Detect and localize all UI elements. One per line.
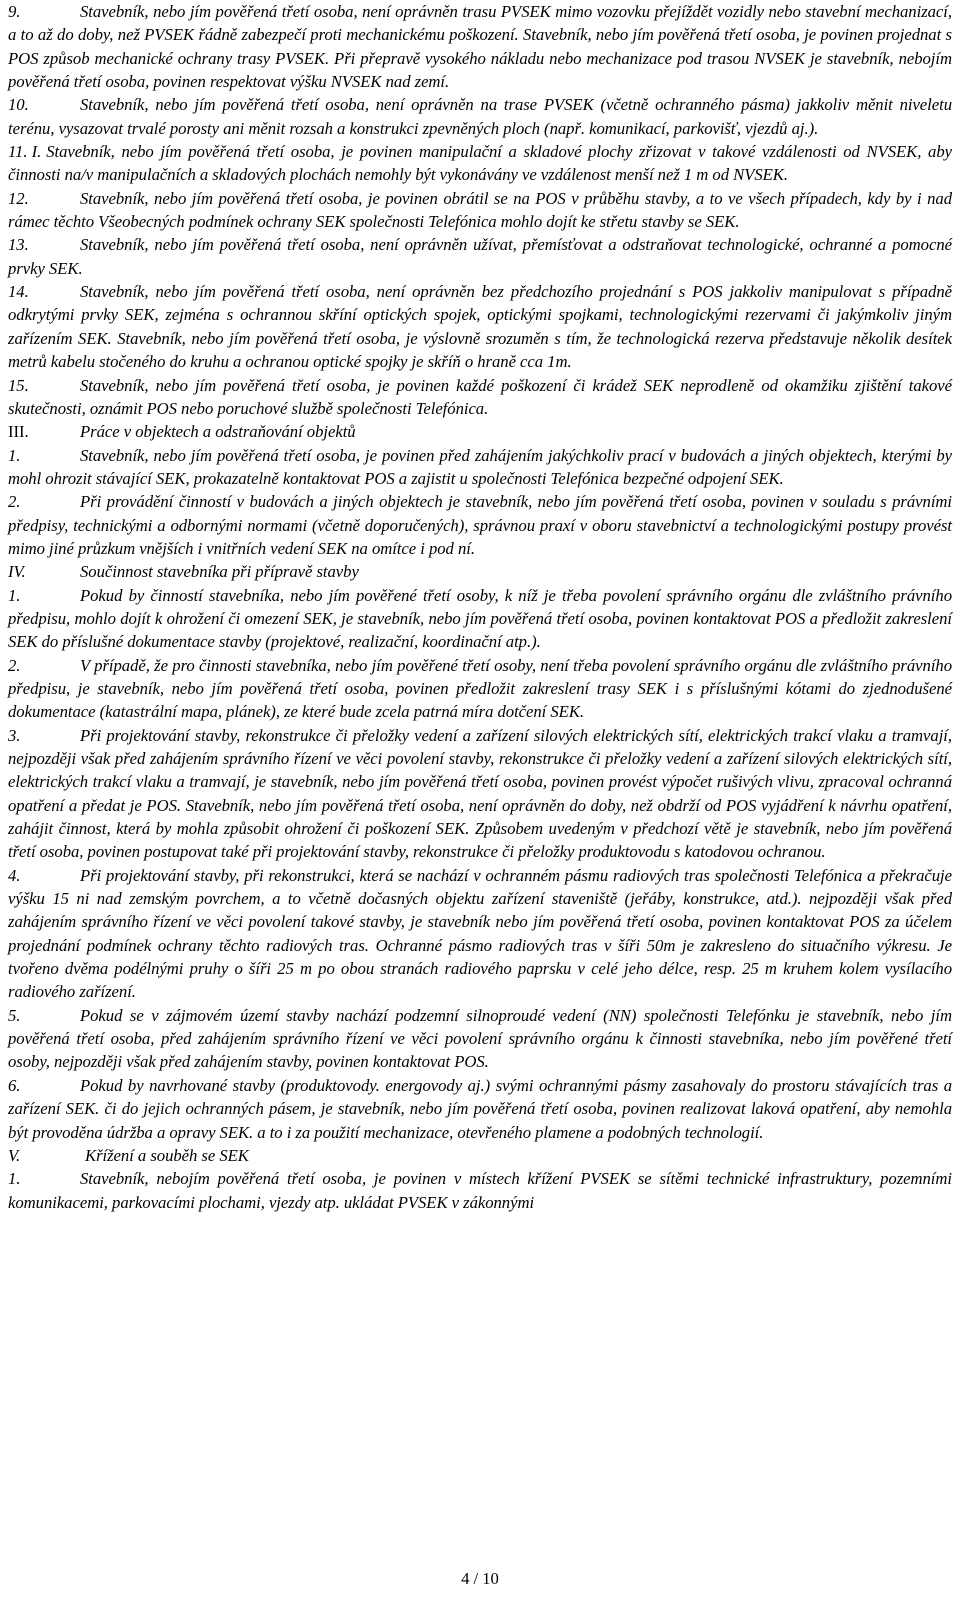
section-heading-v [8, 1144, 952, 1167]
section-heading-iii [8, 420, 952, 443]
paragraph-12 [8, 187, 952, 234]
section-number: III. [8, 422, 29, 442]
paragraph-text: Stavebník, nebo jím pověřená třetí osoba, je povinen před zahájením jakýchkoliv prací v budovách a jiných objektech, kterými by mohl ohrozit stávající SEK, prokazatelně kontaktovat POS a zajistit u společnosti Telefónica bezpečné odpojení SEK. [8, 445, 952, 488]
paragraph-number: 2. [8, 655, 21, 675]
paragraph-text: Stavebník, nebo jím pověřená třetí osoba, není oprávněn bez předchozího projednání s POS jakkoliv manipulovat s případně odkrytými prvky SEK, zejména s ochrannou skříní optických spojek, optickými spojkami, technologickými rezervami či jakýmkoliv jiným zařízením SEK. Stavebník, nebo jím pověřená třetí osoba, je výslovně srozuměn s tím, že technologická rezerva představuje několik desítek metrů kabelu stočeného do kruhu a ochranou optické spojky je skříň o hraně cca 1m. [8, 282, 952, 372]
paragraph-15 [8, 374, 952, 421]
section-title: Křížení a souběh se SEK [85, 1145, 249, 1165]
paragraph-iv-6 [8, 1074, 952, 1144]
paragraph-text: Při projektování stavby, při rekonstrukci, která se nachází v ochranném pásmu radiových tras společnosti Telefónica a překračuje výšku 15 ni nad zemským povrchem, a to včetně dočasných objektu zařízení staveniště (jeřáby, konstrukce, atd.). nejpozději však před zahájením správního řízení ve věci povolení takové stavby, je stavebník nebo jím pověřená třetí osoba, povinen kontaktovat POS za účelem projednání podmínek ochrany těchto radiových tras. Ochranné pásmo radiových tras v šíři 50m je zakresleno do situačního výkresu. Je tvořeno dvěma podélnými pruhy o šíři 25 m po obou stranách radiového paprsku v celé jeho délce, resp. 25 m kruhem kolem vysílacího radiového zařízení. [8, 865, 952, 1002]
paragraph-11 [8, 140, 952, 187]
paragraph-iv-3 [8, 724, 952, 864]
paragraph-number: 3. [8, 725, 21, 745]
paragraph-text: Pokud by činností stavebníka, nebo jím pověřené třetí osoby, k níž je třeba povolení správního orgánu dle zvláštního právního předpisu, mohlo dojít k ohrožení či omezení SEK, je stavebník, nebo jím pověřená třetí osoba, povinen kontaktovat POS a předložit zakreslení SEK do příslušné dokumentace stavby (projektové, realizační, koordinační atp.). [8, 585, 952, 652]
paragraph-number: 15. [8, 375, 29, 395]
paragraph-iv-4 [8, 864, 952, 1004]
paragraph-9 [8, 0, 952, 93]
paragraph-text: Při projektování stavby, rekonstrukce či přeložky vedení a zařízení silových elektrických sítí, elektrických trakcí vlaku a tramvají, nejpozději však před zahájením správního řízení ve věci povolení stavby, rekonstrukce či přeložky vedení a zařízení silových elektrických sítí, elektrických trakcí vlaku a tramvají, je stavebník, nebo jím pověřená třetí osoba, povinen provést výpočet rušivých vlivu, zpracoval ochranná opatření a předat je POS. Stavebník, nebo jím pověřená třetí osoba, není oprávněn do doby, než obdrží od POS vyjádření k návrhu opatření, zahájit činnost, která by mohla způsobit ohrožení či poškození SEK. Způsobem uvedeným v předchozí větě je stavebník, nebo jím pověřená třetí osoba, povinen postupovat také při projektování stavby, rekonstrukce či přeložky produktovodu s katodovou ochranou. [8, 725, 952, 862]
paragraph-text: Stavebník, nebo jím pověřená třetí osoba, je povinen manipulační a skladové plochy zřizovat v takové vzdálenosti od NVSEK, aby činnosti na/v manipulačních a skladových plochách nemohly být vykonávány ve vzdálenost menší než 1 m od NVSEK. [8, 142, 952, 185]
paragraph-iv-2 [8, 654, 952, 724]
paragraph-number: 6. [8, 1075, 21, 1095]
document-page [8, 0, 952, 1597]
paragraph-iv-5 [8, 1004, 952, 1074]
section-title: Součinnost stavebníka při přípravě stavby [80, 562, 359, 582]
paragraph-text: Stavebník, nebo jím pověřená třetí osoba, není oprávněn užívat, přemísťovat a odstraňovat technologické, ochranné a pomocné prvky SEK. [8, 235, 952, 278]
paragraph-number: 1. [8, 585, 21, 605]
paragraph-number: 1. [8, 1169, 21, 1189]
paragraph-number: 1. [8, 445, 21, 465]
paragraph-iii-2 [8, 490, 952, 560]
paragraph-text: Stavebník, nebo jím pověřená třetí osoba, je povinen obrátil se na POS v průběhu stavby, a to ve všech případech, kdy by i nad rámec těchto Všeobecných podmínek ochrany SEK společnosti Telefónica mohlo dojít ke střetu stavby se SEK. [8, 188, 952, 232]
paragraph-iv-1 [8, 584, 952, 654]
paragraph-text: Stavebník, nebo jím pověřená třetí osoba, není oprávněn na trase PVSEK (včetně ochranného pásma) jakkoliv měnit niveletu terénu, vysazovat trvalé porosty ani měnit rozsah a konstrukci zpevněných ploch (např. komunikací, parkovišť, vjezdů aj.). [8, 95, 952, 138]
paragraph-number: 14. [8, 282, 29, 302]
paragraph-number: 9. [8, 2, 21, 21]
page-number: 4 / 10 [461, 1569, 499, 1588]
section-title: Práce v objektech a odstraňování objektů [80, 422, 356, 442]
paragraph-number: 5. [8, 1005, 21, 1025]
paragraph-text: Stavebník, nebo jím pověřená třetí osoba, je povinen každé poškození či krádež SEK neprodleně od okamžiku zjištění takové skutečnosti, oznámit POS nebo poruchové službě společnosti Telefónica. [8, 375, 952, 418]
paragraph-text: Pokud se v zájmovém území stavby nachází podzemní silnoproudé vedení (NN) společnosti Telefónku je stavebník, nebo jím pověřená třetí osoba, před zahájením správního řízení ve věci povolení správního orgánu k činnosti stavebníka, nebo jím pověřené třetí osoby, nejpozději však před zahájením stavby, povinen kontaktovat POS. [8, 1005, 952, 1072]
section-number: V. [8, 1145, 21, 1165]
section-number: IV. [8, 562, 26, 582]
paragraph-text: Stavebník, nebo jím pověřená třetí osoba, není oprávněn trasu PVSEK mimo vozovku přejíždět vozidly nebo stavební mechanizací, a to až do doby, než PVSEK řádně zabezpečí proti mechanickému poškození. Stavebník, nebo jím pověřená třetí osoba, je povinen projednat s POS způsob mechanické ochrany trasy PVSEK. Při přepravě vysokého nákladu nebo mechanizace pod trasou NVSEK je stavebník, nebojím pověřená třetí osoba, povinen respektovat výšku NVSEK nad zemí. [8, 2, 952, 92]
section-heading-iv [8, 560, 952, 583]
paragraph-number: 10. [8, 95, 29, 115]
paragraph-10 [8, 93, 952, 140]
paragraph-text: Stavebník, nebojím pověřená třetí osoba, je povinen v místech křížení PVSEK se sítěmi technické infrastruktury, pozemními komunikacemi, parkovacími plochami, vjezdy atp. ukládat PVSEK v zákonnými [8, 1169, 952, 1212]
paragraph-number: 2. [8, 492, 21, 512]
paragraph-text: V případě, že pro činnosti stavebníka, nebo jím pověřené třetí osoby, není třeba povolení správního orgánu dle zvláštního právního předpisu, je stavebník, nebo jím pověřená třetí osoba, povinen předložit zakreslení trasy SEK i s příslušnými kótami do zjednodušené dokumentace (katastrální mapa, plánek), ze které bude zcela patrná míra dotčení SEK. [8, 655, 952, 722]
document-body [8, 0, 952, 1214]
paragraph-text: Při provádění činností v budovách a jiných objektech je stavebník, nebo jím pověřená třetí osoba, povinen v souladu s právními předpisy, technickými a odbornými normami (včetně doporučených), správnou praxí v oboru stavebnictví a technologickými postupy provést mimo jiné průzkum vnějších i vnitřních vedení SEK na omítce i pod ní. [8, 492, 952, 558]
paragraph-iii-1 [8, 444, 952, 491]
paragraph-v-1 [8, 1167, 952, 1214]
paragraph-13 [8, 233, 952, 280]
paragraph-14 [8, 280, 952, 373]
paragraph-number: 4. [8, 865, 21, 885]
paragraph-number: 12. [8, 188, 29, 208]
paragraph-text: Pokud by navrhované stavby (produktovody. energovody aj.) svými ochrannými pásmy zasahovaly do prostoru stávajících tras a zařízení SEK. či do jejich ochranných pásem, je stavebník, nebo jím pověřená třetí osoba, povinen realizovat laková opatření, aby nemohla být provoděna údržba a opravy SEK. a to i za použití mechanizace, otevřeného plamene a podobných technologií. [8, 1075, 952, 1142]
page-footer [8, 1568, 952, 1590]
paragraph-number: 11. I. [8, 142, 42, 162]
paragraph-number: 13. [8, 235, 29, 255]
